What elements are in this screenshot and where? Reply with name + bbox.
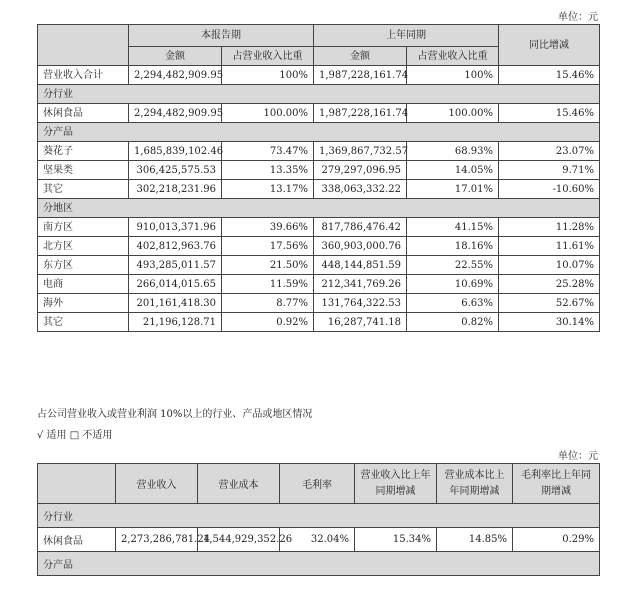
table-row <box>38 218 600 237</box>
yoy-change: 23.07% <box>499 142 600 161</box>
current-amount: 2,294,482,909.95 <box>129 104 222 123</box>
table-row <box>38 313 600 332</box>
row-label: 北方区 <box>38 237 129 256</box>
prior-amount: 817,786,476.42 <box>314 218 407 237</box>
row-label: 休闲食品 <box>38 528 116 552</box>
row-label: 海外 <box>38 294 129 313</box>
prior-ratio: 100% <box>407 66 499 85</box>
revenue-change-header: 营业收入比上年同期增减 <box>355 464 437 504</box>
yoy-change: 9.71% <box>499 161 600 180</box>
row-label: 其它 <box>38 313 129 332</box>
prior-ratio: 22.55% <box>407 256 499 275</box>
prior-ratio: 100.00% <box>407 104 499 123</box>
prior-amount: 16,287,741.18 <box>314 313 407 332</box>
yoy-change: 11.61% <box>499 237 600 256</box>
applicable-checkbox-text: √ 适用 □ 不适用 <box>37 430 113 441</box>
current-amount: 306,425,575.53 <box>129 161 222 180</box>
row-label: 葵花子 <box>38 142 129 161</box>
amount-header: 金额 <box>314 47 407 66</box>
prior-amount: 279,297,096.95 <box>314 161 407 180</box>
prior-amount: 360,903,000.76 <box>314 237 407 256</box>
unit-label: 单位：元 <box>558 451 598 462</box>
amount-header: 金额 <box>129 47 222 66</box>
prior-amount: 1,369,867,732.57 <box>314 142 407 161</box>
current-ratio: 11.59% <box>222 275 314 294</box>
prior-amount: 338,063,332.22 <box>314 180 407 199</box>
cost: 1,544,929,352.26 <box>198 528 280 552</box>
current-amount: 266,014,015.65 <box>129 275 222 294</box>
table-row <box>38 275 600 294</box>
ratio-header: 占营业收入比重 <box>407 47 499 66</box>
current-amount: 201,161,418.30 <box>129 294 222 313</box>
prior-ratio: 17.01% <box>407 180 499 199</box>
note-text: 占公司营业收入或营业利润 10%以上的行业、产品或地区情况 <box>37 409 313 420</box>
current-period-header: 本报告期 <box>129 25 314 47</box>
current-ratio: 100% <box>222 66 314 85</box>
section-header-industry: 分行业 <box>38 504 600 528</box>
prior-amount: 1,987,228,161.74 <box>314 66 407 85</box>
current-ratio: 13.35% <box>222 161 314 180</box>
table-row <box>38 104 600 123</box>
prior-ratio: 14.05% <box>407 161 499 180</box>
cost-change-header: 营业成本比上年同期增减 <box>437 464 513 504</box>
row-label: 休闲食品 <box>38 104 129 123</box>
current-ratio: 17.56% <box>222 237 314 256</box>
row-label: 其它 <box>38 180 129 199</box>
current-amount: 493,285,011.57 <box>129 256 222 275</box>
table-row <box>38 528 600 552</box>
current-ratio: 73.47% <box>222 142 314 161</box>
prior-ratio: 68.93% <box>407 142 499 161</box>
current-ratio: 39.66% <box>222 218 314 237</box>
section-header-industry: 分行业 <box>38 85 600 104</box>
table-row <box>38 180 600 199</box>
current-amount: 1,685,839,102.46 <box>129 142 222 161</box>
prior-ratio: 10.69% <box>407 275 499 294</box>
prior-amount: 131,764,322.53 <box>314 294 407 313</box>
table-row <box>38 294 600 313</box>
cost-change: 14.85% <box>437 528 513 552</box>
row-label: 东方区 <box>38 256 129 275</box>
current-amount: 21,196,128.71 <box>129 313 222 332</box>
row-label: 电商 <box>38 275 129 294</box>
section-header-region: 分地区 <box>38 199 600 218</box>
yoy-change: 15.46% <box>499 66 600 85</box>
yoy-change: 30.14% <box>499 313 600 332</box>
revenue-header: 营业收入 <box>116 464 198 504</box>
yoy-header: 同比增减 <box>499 25 600 66</box>
segment-margin-table <box>37 463 600 576</box>
current-ratio: 13.17% <box>222 180 314 199</box>
revenue: 2,273,286,781.24 <box>116 528 198 552</box>
margin-change: 0.29% <box>513 528 600 552</box>
yoy-change: -10.60% <box>499 180 600 199</box>
revenue-composition-table <box>37 24 600 332</box>
current-amount: 910,013,371.96 <box>129 218 222 237</box>
table-row <box>38 256 600 275</box>
yoy-change: 25.28% <box>499 275 600 294</box>
prior-amount: 448,144,851.59 <box>314 256 407 275</box>
yoy-change: 52.67% <box>499 294 600 313</box>
margin-change-header: 毛利率比上年同期增减 <box>513 464 600 504</box>
prior-amount: 1,987,228,161.74 <box>314 104 407 123</box>
current-amount: 302,218,231.96 <box>129 180 222 199</box>
gross-margin-header: 毛利率 <box>280 464 355 504</box>
ratio-header: 占营业收入比重 <box>222 47 314 66</box>
corner-cell <box>38 464 116 504</box>
section-header-product: 分产品 <box>38 552 600 576</box>
prior-ratio: 0.82% <box>407 313 499 332</box>
current-amount: 2,294,482,909.95 <box>129 66 222 85</box>
current-ratio: 100.00% <box>222 104 314 123</box>
current-ratio: 21.50% <box>222 256 314 275</box>
yoy-change: 11.28% <box>499 218 600 237</box>
table-row <box>38 142 600 161</box>
prior-ratio: 41.15% <box>407 218 499 237</box>
gross-margin: 32.04% <box>280 528 355 552</box>
cost-header: 营业成本 <box>198 464 280 504</box>
section-header-product: 分产品 <box>38 123 600 142</box>
yoy-change: 10.07% <box>499 256 600 275</box>
table-row <box>38 66 600 85</box>
table-row <box>38 161 600 180</box>
table-row <box>38 237 600 256</box>
unit-label: 单位：元 <box>558 12 598 23</box>
revenue-change: 15.34% <box>355 528 437 552</box>
row-label: 坚果类 <box>38 161 129 180</box>
prior-ratio: 18.16% <box>407 237 499 256</box>
current-amount: 402,812,963.76 <box>129 237 222 256</box>
row-label: 营业收入合计 <box>38 66 129 85</box>
row-label: 南方区 <box>38 218 129 237</box>
corner-cell <box>38 25 129 66</box>
yoy-change: 15.46% <box>499 104 600 123</box>
current-ratio: 0.92% <box>222 313 314 332</box>
prior-ratio: 6.63% <box>407 294 499 313</box>
current-ratio: 8.77% <box>222 294 314 313</box>
prior-period-header: 上年同期 <box>314 25 499 47</box>
prior-amount: 212,341,769.26 <box>314 275 407 294</box>
